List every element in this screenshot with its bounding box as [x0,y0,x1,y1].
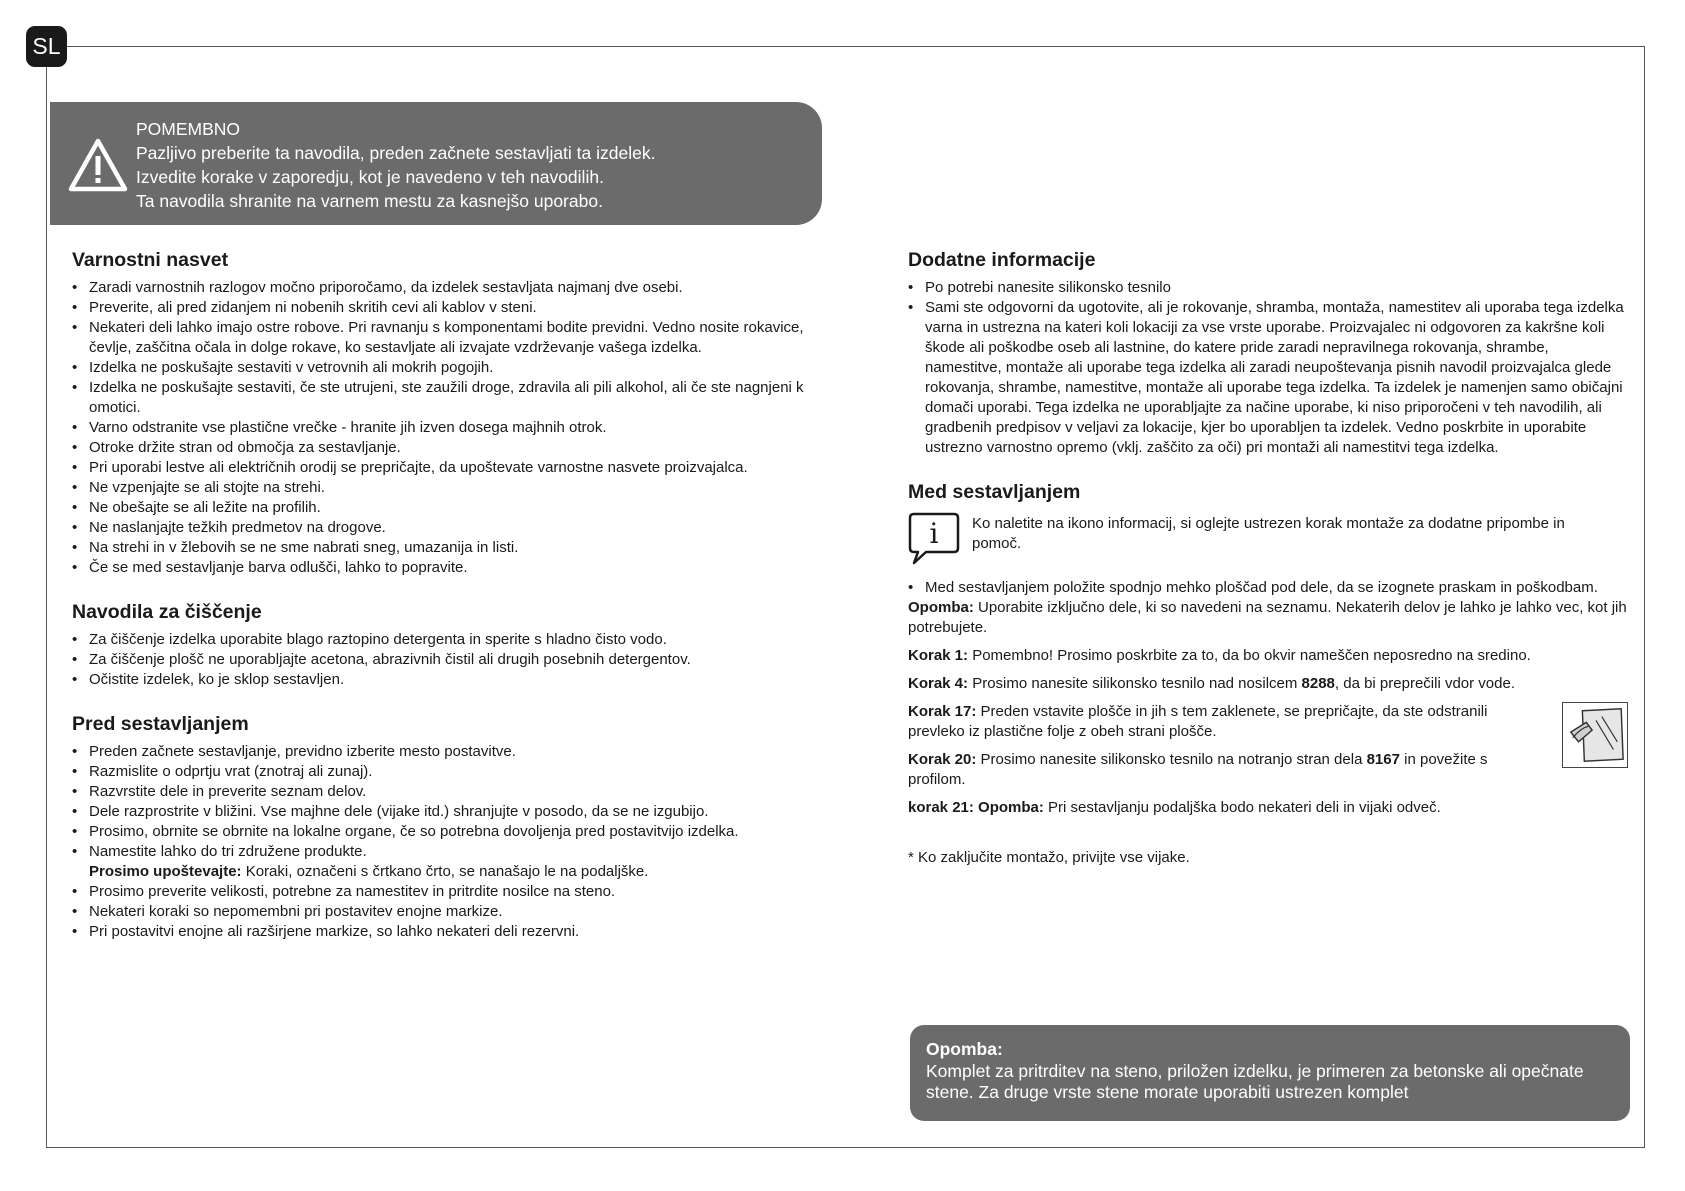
before-section [72,712,817,942]
list-item: • Za čiščenje plošč ne uporabljajte acetona, abrazivnih čistil ali drugih posebnih detergentov. [72,650,817,670]
step-text: Prosimo nanesite silikonsko tesnilo na notranjo stran dela [976,751,1367,768]
step-4 [908,674,1628,694]
safety-heading: Varnostni nasvet [72,249,229,271]
important-text [136,117,655,213]
important-line: Ta navodila shranite na varnem mestu za kasnejšo uporabo. [136,191,603,211]
before-list [72,742,817,942]
list-item: • Dele razprostrite v bližini. Vse majhne dele (vijake itd.) shranjujte v posodo, da se ne izgubijo. [72,802,817,822]
list-item: • Med sestavljanjem položite spodnjo mehko ploščad pod dele, da se izognete praskam in poškodbam. [908,578,1628,598]
list-item: • Zaradi varnostnih razlogov močno priporočamo, da izdelek sestavljata najmanj dve osebi. [72,278,817,298]
step-label: Korak 20: [908,751,977,768]
info-icon [908,510,960,566]
footnote: * Ko zaključite montažo, privijte vse vijake. [908,849,1190,866]
right-column [908,248,1628,876]
list-item-text: Namestite lahko do tri združene produkte. [89,843,367,860]
list-item: • Razmislite o odprtju vrat (znotraj ali zunaj). [72,762,817,782]
list-item: • Ne vzpenjajte se ali stojte na strehi. [72,478,817,498]
list-item: • Ne obešajte se ali ležite na profilih. [72,498,817,518]
part-number: 8167 [1366,751,1400,768]
important-title: POMEMBNO [136,119,241,139]
info-text: Ko naletite na ikono informacij, si oglejte ustrezen korak montaže za dodatne pripombe in pomoč. [972,515,1565,552]
svg-text:i: i [929,517,939,550]
left-column [72,248,817,964]
important-banner [50,102,822,225]
list-item: • Za čiščenje izdelka uporabite blago raztopino detergenta in sperite s hladno čisto vodo. [72,630,817,650]
wall-kit-note [910,1025,1630,1121]
step-label: Korak 1: [908,647,969,664]
language-badge: SL [26,26,67,67]
step-text: Preden vstavite plošče in jih s tem zaklenete, se prepričajte, da ste odstranili prevleko iz plastične folje z obeh strani plošče. [908,703,1488,740]
list-item: • Varno odstranite vse plastične vrečke - hranite jih izven dosega majhnih otrok. [72,418,817,438]
additional-section [908,248,1628,458]
list-item: • Sami ste odgovorni da ugotovite, ali je rokovanje, shramba, montaža, namestitev ali uporaba tega izdelka varna in ustrezna na kateri koli lokaciji za vse vrste uporabe. Proizvajalec ni odgovoren za kakršne koli škode ali poškodbe oseb ali lastnine, do katere pride zaradi nepravilnega rokovanja, shrambe, namestitve, montaže ali uporabe tega izdelka ali zaradi neupoštevanja pisnih navodil proizvajalca glede rokovanja, shrambe, namestitve, montaže ali uporabe tega izdelka. Ta izdelek je namenjen samo običajni domači uporabi. Tega izdelka ne uporabljajte za načine uporabe, ki niso priporočeni v teh navodilih, ali gradbenih predpisov v veljavi za lokacije, kjer bo uporabljen ta izdelek. Vedno poskrbite in uporabite ustrezno varnostno opremo (vklj. zaščito za oči) pri montaži ali namestitvi tega izdelka. [908,298,1628,458]
important-line: Pazljivo preberite ta navodila, preden začnete sestavljati ta izdelek. [136,143,656,163]
note-label: Prosimo upoštevajte: [89,863,242,880]
list-item: • Otroke držite stran od območja za sestavljanje. [72,438,817,458]
before-heading: Pred sestavljanjem [72,713,249,735]
list-item: • Izdelka ne poskušajte sestaviti v vetrovnih ali mokrih pogojih. [72,358,817,378]
list-item: • Izdelka ne poskušajte sestaviti, če ste utrujeni, ste zaužili droge, zdravila ali pili alkohol, ali če ste nagnjeni k omotici. [72,378,817,418]
during-heading: Med sestavljanjem [908,481,1081,503]
safety-section [72,248,817,578]
step-17 [908,702,1538,742]
during-section [908,480,1628,868]
additional-heading: Dodatne informacije [908,249,1096,271]
list-item: • Preverite, ali pred zidanjem ni nobenih skritih cevi ali kablov v steni. [72,298,817,318]
list-item [72,842,817,882]
warning-icon [68,138,128,192]
opomba-text: Uporabite izključno dele, ki so navedeni na seznamu. Nekaterih delov je lahko je lahko vec, kot jih potrebujete. [908,599,1627,636]
during-list [908,578,1628,598]
note-box-text: Komplet za pritrditev na steno, priložen izdelku, je primeren za betonske ali opečnate stene. Za druge vrste stene morate uporabiti ustrezen komplet [926,1061,1584,1102]
list-item: • Preden začnete sestavljanje, previdno izberite mesto postavitve. [72,742,817,762]
list-item: • Prosimo, obrnite se obrnite na lokalne organe, če so potrebna dovoljenja pred postavitvijo izdelka. [72,822,817,842]
note-text: Koraki, označeni s črtkano črto, se nanašajo le na podaljške. [241,863,649,880]
step-20 [908,750,1538,790]
note-line [89,862,817,882]
step-17-block [908,702,1628,790]
opomba-label: Opomba: [908,599,974,616]
step-label: Korak 17: [908,703,977,720]
note-box-title: Opomba: [926,1039,1003,1059]
step-label: Korak 4: [908,675,969,692]
step-text: in povežite s profilom. [908,751,1488,788]
list-item: • Razvrstite dele in preverite seznam delov. [72,782,817,802]
part-number: 8288 [1301,675,1335,692]
safety-list [72,278,817,578]
cleaning-heading: Navodila za čiščenje [72,601,262,623]
step-21 [908,798,1628,818]
step-text: , da bi preprečili vdor vode. [1334,675,1516,692]
step-text: Pomembno! Prosimo poskrbite za to, da bo okvir nameščen neposredno na sredino. [968,647,1531,664]
list-item: • Po potrebi nanesite silikonsko tesnilo [908,278,1628,298]
list-item: • Če se med sestavljanje barva odlušči, lahko to popravite. [72,558,817,578]
list-item: • Na strehi in v žlebovih se ne sme nabrati sneg, umazanija in listi. [72,538,817,558]
step-text: Pri sestavljanju podaljška bodo nekateri deli in vijaki odveč. [1043,799,1441,816]
additional-list [908,278,1628,458]
panel-film-illustration [1562,702,1628,768]
step-label: korak 21: Opomba: [908,799,1044,816]
step-1 [908,646,1628,666]
important-line: Izvedite korake v zaporedju, kot je navedeno v teh navodilih. [136,167,604,187]
list-item: • Nekateri koraki so nepomembni pri postavitev enojne markize. [72,902,817,922]
info-hint [908,510,1628,568]
cleaning-list [72,630,817,690]
list-item: • Pri uporabi lestve ali električnih orodij se prepričajte, da upoštevate varnostne nasvete proizvajalca. [72,458,817,478]
list-item: • Ne naslanjajte težkih predmetov na drogove. [72,518,817,538]
opomba-paragraph [908,598,1628,638]
cleaning-section [72,600,817,690]
list-item: • Očistite izdelek, ko je sklop sestavljen. [72,670,817,690]
list-item: • Prosimo preverite velikosti, potrebne za namestitev in pritrdite nosilce na steno. [72,882,817,902]
step-text: Prosimo nanesite silikonsko tesnilo nad nosilcem [968,675,1302,692]
list-item: • Nekateri deli lahko imajo ostre robove. Pri ravnanju s komponentami bodite previdni. Vedno nosite rokavice, čevlje, zaščitna očala in dolge rokave, ko sestavljate ali izvajate vzdrževanje vašega izdelka. [72,318,817,358]
list-item: • Pri postavitvi enojne ali razširjene markize, so lahko nekateri deli rezervni. [72,922,817,942]
